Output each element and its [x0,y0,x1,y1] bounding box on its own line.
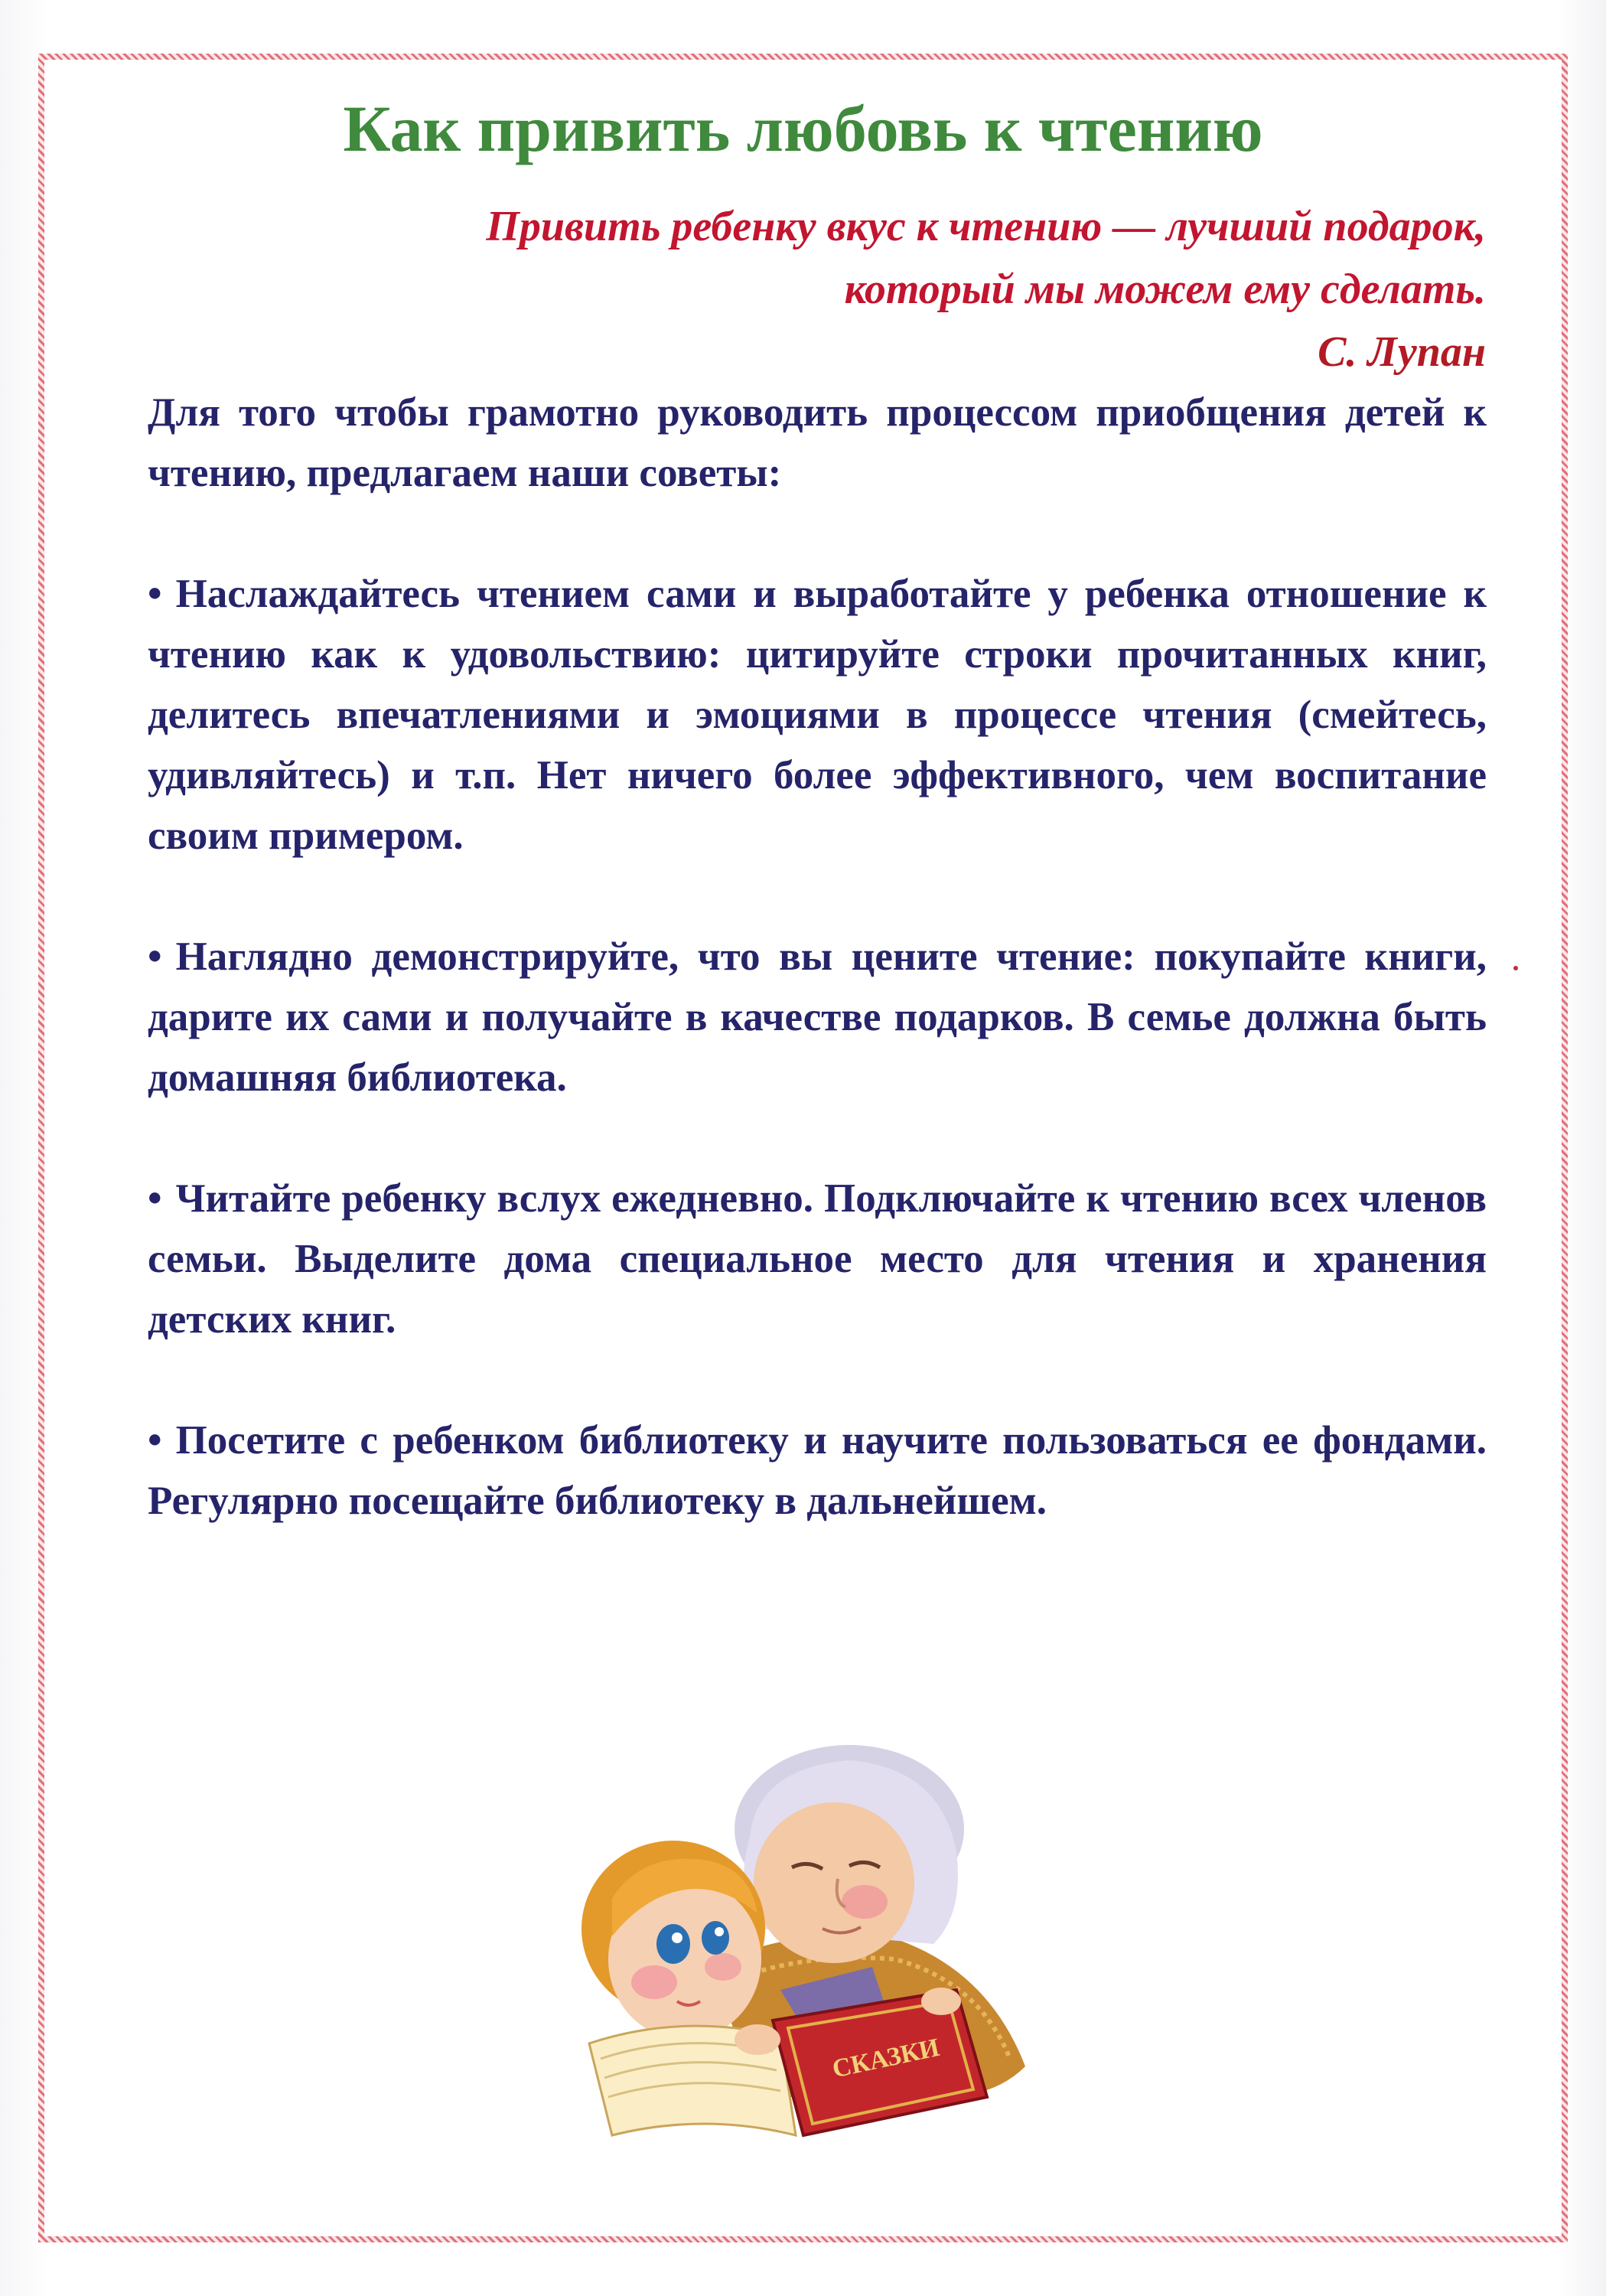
tip-item [148,564,1487,866]
bullet-icon: • [148,1418,162,1463]
bullet-icon: • [148,934,162,979]
book-cover-title: СКАЗКИ [829,2033,943,2084]
tip-item [148,1411,1487,1531]
bullet-icon: • [148,572,162,616]
tip-text: Читайте ребенку вслух ежедневно. Подключайте к чтению всех членов семьи. Выделите дома специальное место для чтения и хранения детских книг. [148,1176,1487,1342]
epigraph-author: С. Лупан [1318,328,1486,376]
grandmother-face [754,1802,914,1963]
tip-text: Наслаждайтесь чтением сами и выработайте у ребенка отношение к чтению как к удовольствию: цитируйте строки прочитанных книг, делитесь впечатлениями и эмоциями в процессе чтения (смейтесь, удивляйтесь) и т.п. Нет ничего более эффективного, чем воспитание своим примером. [148,572,1487,858]
bullet-icon: • [148,1176,162,1221]
epigraph-line: Привить ребенку вкус к чтению — лучший подарок, [486,203,1486,250]
tip-item [148,927,1487,1108]
tip-item [148,1169,1487,1350]
grandmother-reading-illustration [528,1737,1079,2151]
page-title: Как привить любовь к чтению [343,92,1263,165]
article-body [148,383,1487,1531]
intro-paragraph: Для того чтобы грамотно руководить процессом приобщения детей к чтению, предлагаем наши советы: [148,390,1487,495]
tip-text: Наглядно демонстрируйте, что вы цените чтение: покупайте книги, дарите их сами и получайте в качестве подарков. В семье должна быть домашняя библиотека. [148,934,1487,1100]
tip-text: Посетите с ребенком библиотеку и научите пользоваться ее фондами. Регулярно посещайте библиотеку в дальнейшем. [148,1418,1487,1523]
print-speck [1513,966,1518,970]
epigraph [139,195,1486,383]
epigraph-line: который мы можем ему сделать. [844,266,1486,313]
